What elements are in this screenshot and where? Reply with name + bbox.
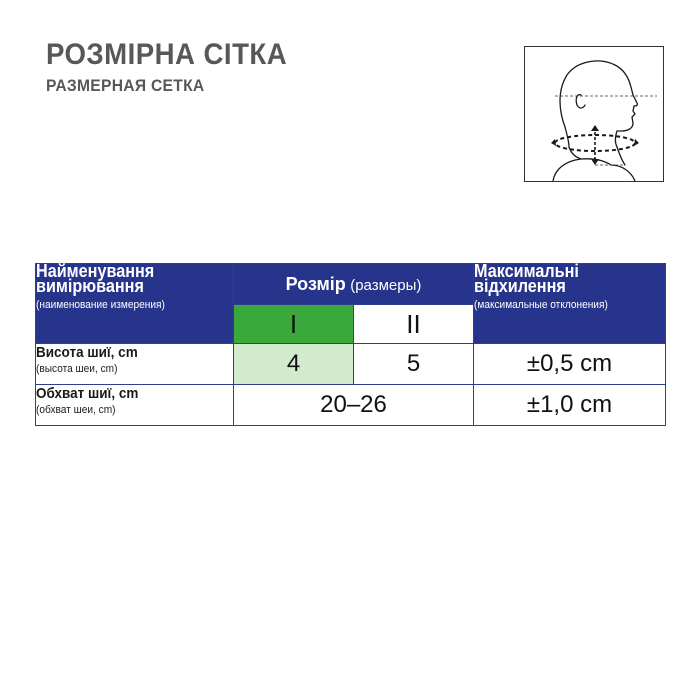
row-label-sub: (обхват шеи, cm) <box>36 404 116 416</box>
value-size-one: 4 <box>234 344 354 385</box>
header-size <box>234 264 474 305</box>
neck-measurement-icon <box>525 47 663 181</box>
neck-measurement-figure <box>524 46 664 182</box>
deviation-value: ±1,0 cm <box>474 385 666 426</box>
table-header-row <box>36 264 666 305</box>
value-size-two: 5 <box>354 344 474 385</box>
header-deviation-sub: (максимальные отклонения) <box>474 299 608 311</box>
size-chart-table <box>35 263 666 426</box>
header-deviation <box>474 261 666 344</box>
row-label-sub: (высота шеи, cm) <box>36 363 118 375</box>
row-label-neck-circumference <box>36 385 234 426</box>
table-row <box>36 344 666 385</box>
value-range: 20–26 <box>234 385 474 426</box>
header-size-main: Розмір <box>285 273 346 294</box>
row-label-main: Обхват шиї, cm <box>36 385 139 402</box>
row-label-neck-height <box>36 344 234 385</box>
header-size-sub: (размеры) <box>350 276 422 294</box>
size-label-two: II <box>354 305 474 344</box>
header-name-main: Найменування вимірювання <box>36 261 155 296</box>
deviation-value: ±0,5 cm <box>474 344 666 385</box>
header-measurement-name <box>36 261 234 344</box>
size-label-one: I <box>234 305 354 344</box>
page-title: РОЗМІРНА СІТКА <box>46 38 288 71</box>
row-label-main: Висота шиї, cm <box>36 344 138 361</box>
header-name-sub: (наименование измерения) <box>36 299 165 311</box>
table-row <box>36 385 666 426</box>
page-subtitle: РАЗМЕРНАЯ СЕТКА <box>46 76 205 95</box>
header-deviation-main: Максимальні відхилення <box>474 261 579 296</box>
